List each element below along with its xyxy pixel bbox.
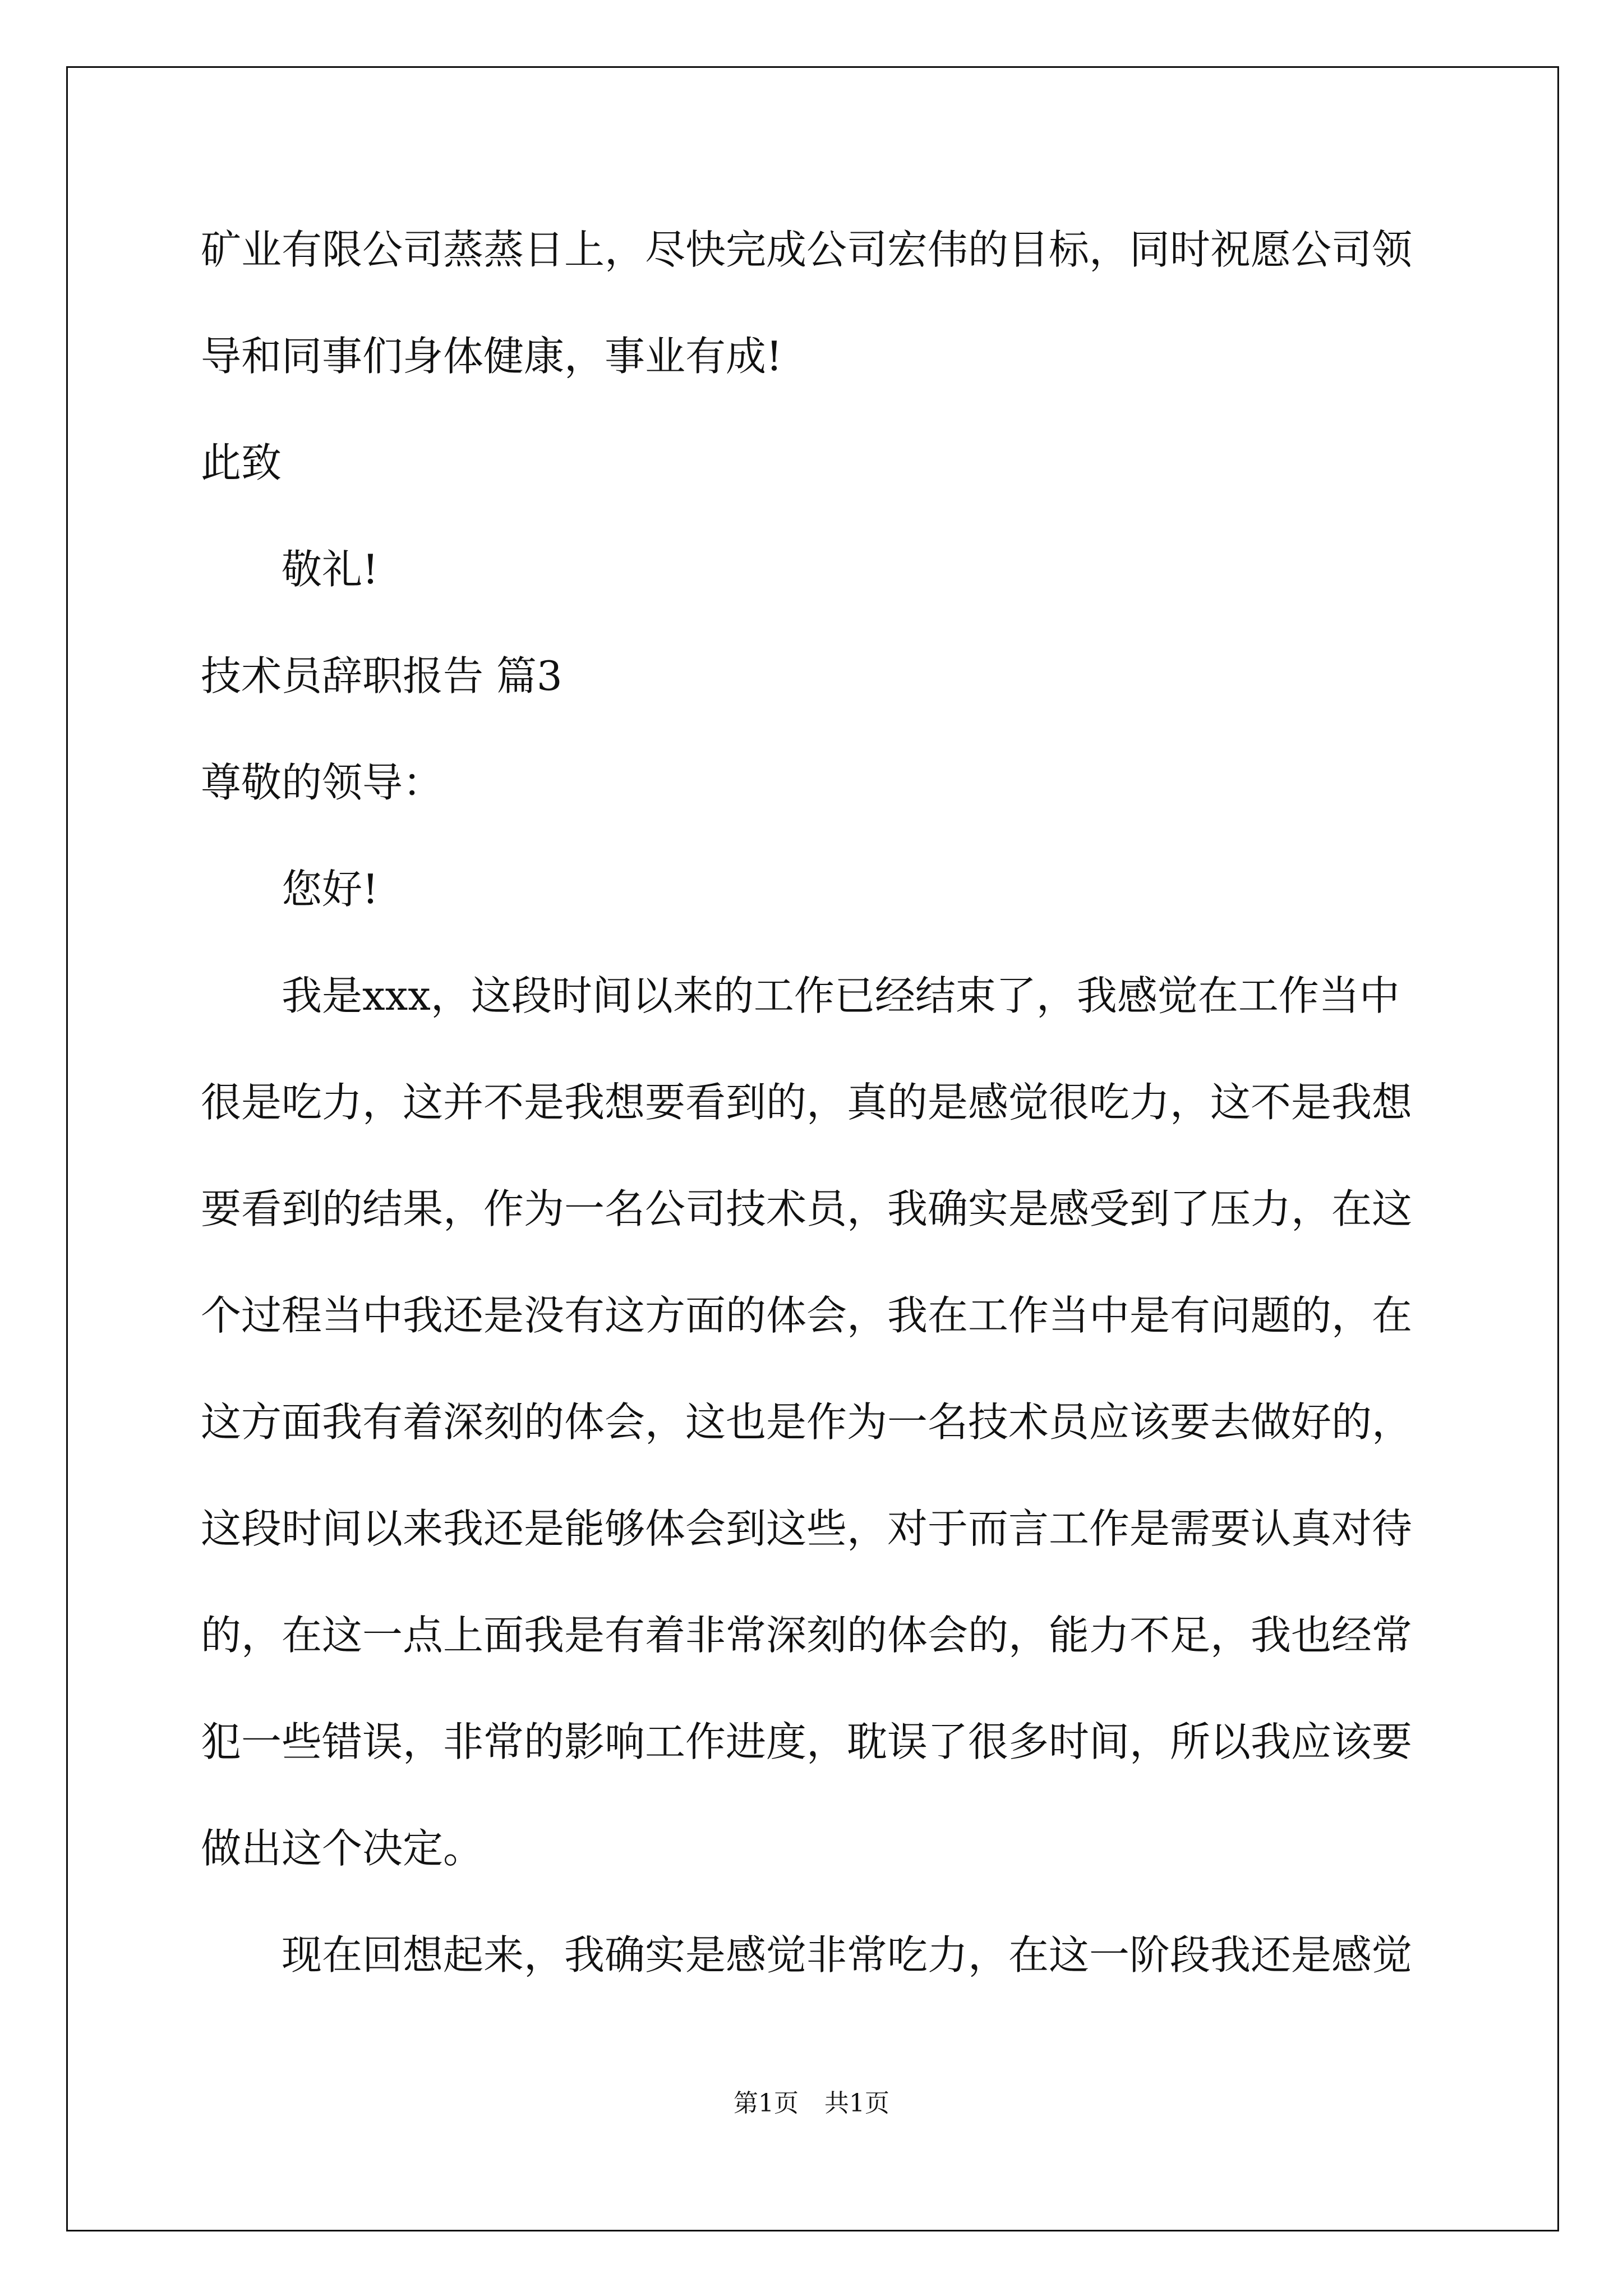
paragraph-line: 要看到的结果，作为一名公司技术员，我确实是感受到了压力，在这 — [201, 1185, 1413, 1232]
page-footer — [0, 2087, 1623, 2120]
paragraph-line: 导和同事们身体健康，事业有成! — [201, 333, 782, 380]
greeting-hello: 您好! — [282, 866, 379, 913]
section-heading: 技术员辞职报告 篇3 — [201, 652, 562, 700]
paragraph-line: 矿业有限公司蒸蒸日上，尽快完成公司宏伟的目标，同时祝愿公司领 — [201, 226, 1413, 273]
page-border — [66, 66, 1559, 2231]
paragraph-line: 犯一些错误，非常的影响工作进度，耽误了很多时间，所以我应该要 — [201, 1718, 1413, 1765]
paragraph-line: 做出这个决定。 — [201, 1825, 484, 1872]
total-pages-label: 共1页 — [824, 2089, 889, 2118]
paragraph-line: 这段时间以来我还是能够体会到这些，对于而言工作是需要认真对待 — [201, 1505, 1413, 1552]
paragraph-line: 我是xxx，这段时间以来的工作已经结束了，我感觉在工作当中 — [282, 972, 1400, 1019]
greeting: 尊敬的领导： — [201, 759, 444, 806]
closing-regards: 敬礼! — [282, 546, 379, 593]
current-page-label: 第1页 — [734, 2089, 799, 2118]
paragraph-line: 现在回想起来，我确实是感觉非常吃力，在这一阶段我还是感觉 — [282, 1931, 1413, 1978]
paragraph-line: 很是吃力，这并不是我想要看到的，真的是感觉很吃力，这不是我想 — [201, 1079, 1413, 1126]
paragraph-line: 个过程当中我还是没有这方面的体会，我在工作当中是有问题的，在 — [201, 1292, 1413, 1339]
paragraph-line: 的，在这一点上面我是有着非常深刻的体会的，能力不足，我也经常 — [201, 1612, 1413, 1659]
closing-salutation: 此致 — [201, 439, 282, 486]
paragraph-line: 这方面我有着深刻的体会，这也是作为一名技术员应该要去做好的， — [201, 1398, 1413, 1446]
